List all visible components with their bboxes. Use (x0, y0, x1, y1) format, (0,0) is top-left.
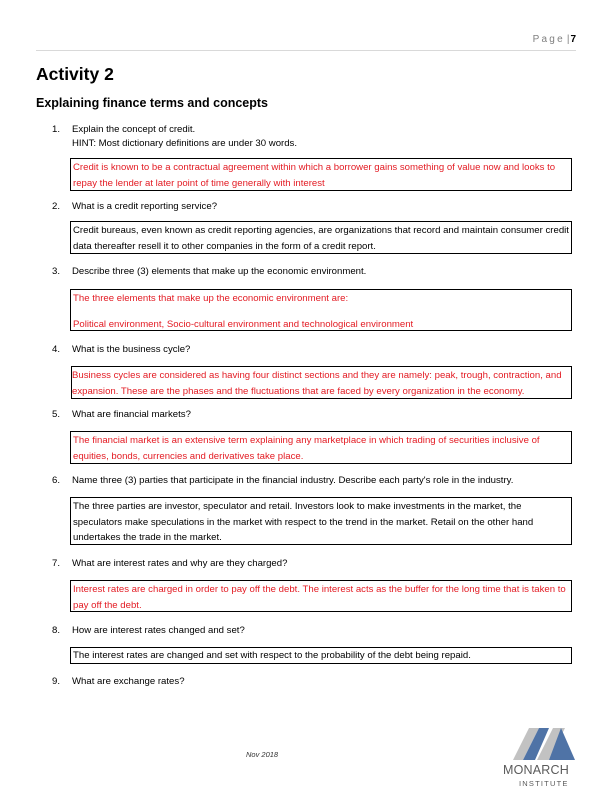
question-3 (52, 265, 367, 279)
question-number: 2. (52, 201, 61, 212)
question-text: What is the business cycle? (72, 344, 191, 355)
answer-box-8[interactable]: The interest rates are changed and set with respect to the probability of the debt being repaid. (70, 647, 572, 664)
question-6 (52, 474, 514, 488)
answer-box-7[interactable]: Interest rates are charged in order to pay off the debt. The interest acts as the buffer for the long time that is taken to pay off the debt. (70, 580, 572, 612)
answer-box-1[interactable]: Credit is known to be a contractual agreement within which a borrower gains something of value now and looks to repay the lender at later point of time generally with interest (70, 158, 572, 191)
question-text: Explain the concept of credit. (72, 124, 196, 135)
page-header (36, 34, 576, 51)
question-9 (52, 675, 185, 689)
answer-box-4[interactable]: Business cycles are considered as having four distinct sections and they are namely: peak, trough, contraction, and expansion. These are the phases and the fluctuations that are faced by every organization in the economy. (71, 366, 572, 399)
page-title: Activity 2 (36, 64, 114, 84)
page-number: 7 (570, 34, 576, 45)
footer-date: Nov 2018 (246, 750, 279, 759)
question-4 (52, 343, 191, 357)
logo-subtitle: INSTITUTE (519, 779, 569, 788)
question-number: 4. (52, 344, 61, 355)
answer-box-5[interactable]: The financial market is an extensive term explaining any marketplace in which trading of securities inclusive of equities, bonds, currencies and derivatives take place. (70, 431, 572, 464)
question-text: What is a credit reporting service? (72, 201, 218, 212)
answer-line: The three elements that make up the economic environment are: (73, 293, 349, 304)
question-text: Name three (3) parties that participate in the financial industry. Describe each party's role in the industry. (72, 475, 514, 486)
question-number: 1. (52, 124, 61, 135)
page-label: Page (532, 34, 565, 45)
question-text: What are exchange rates? (72, 676, 185, 687)
page-separator: | (566, 34, 570, 45)
question-number: 8. (52, 625, 61, 636)
question-text: What are interest rates and why are they charged? (72, 558, 288, 569)
logo-name: MONARCH (503, 763, 569, 777)
question-number: 7. (52, 558, 61, 569)
question-number: 5. (52, 409, 61, 420)
question-text: How are interest rates changed and set? (72, 625, 245, 636)
question-number: 9. (52, 676, 61, 687)
answer-box-6[interactable]: The three parties are investor, speculator and retail. Investors look to make investments in the market, the speculators make speculations in the market with respect to the trend in the market. Retail on the other hand undertakes the trade in the market. (70, 497, 572, 545)
question-5 (52, 408, 191, 422)
question-hint: HINT: Most dictionary definitions are under 30 words. (72, 138, 298, 149)
question-text: Describe three (3) elements that make up the economic environment. (72, 266, 367, 277)
question-number: 3. (52, 266, 61, 277)
question-number: 6. (52, 475, 61, 486)
section-subtitle: Explaining finance terms and concepts (36, 96, 269, 110)
question-text: What are financial markets? (72, 409, 191, 420)
question-1 (52, 123, 298, 149)
answer-line: Political environment, Socio-cultural environment and technological environment (73, 318, 414, 330)
answer-box-3[interactable] (70, 289, 572, 331)
question-7 (52, 557, 288, 571)
answer-box-2[interactable]: Credit bureaus, even known as credit reporting agencies, are organizations that record and maintain consumer credit data thereafter resell it to other companies in the form of a credit report. (70, 221, 572, 254)
question-8 (52, 624, 245, 638)
question-2 (52, 200, 218, 214)
